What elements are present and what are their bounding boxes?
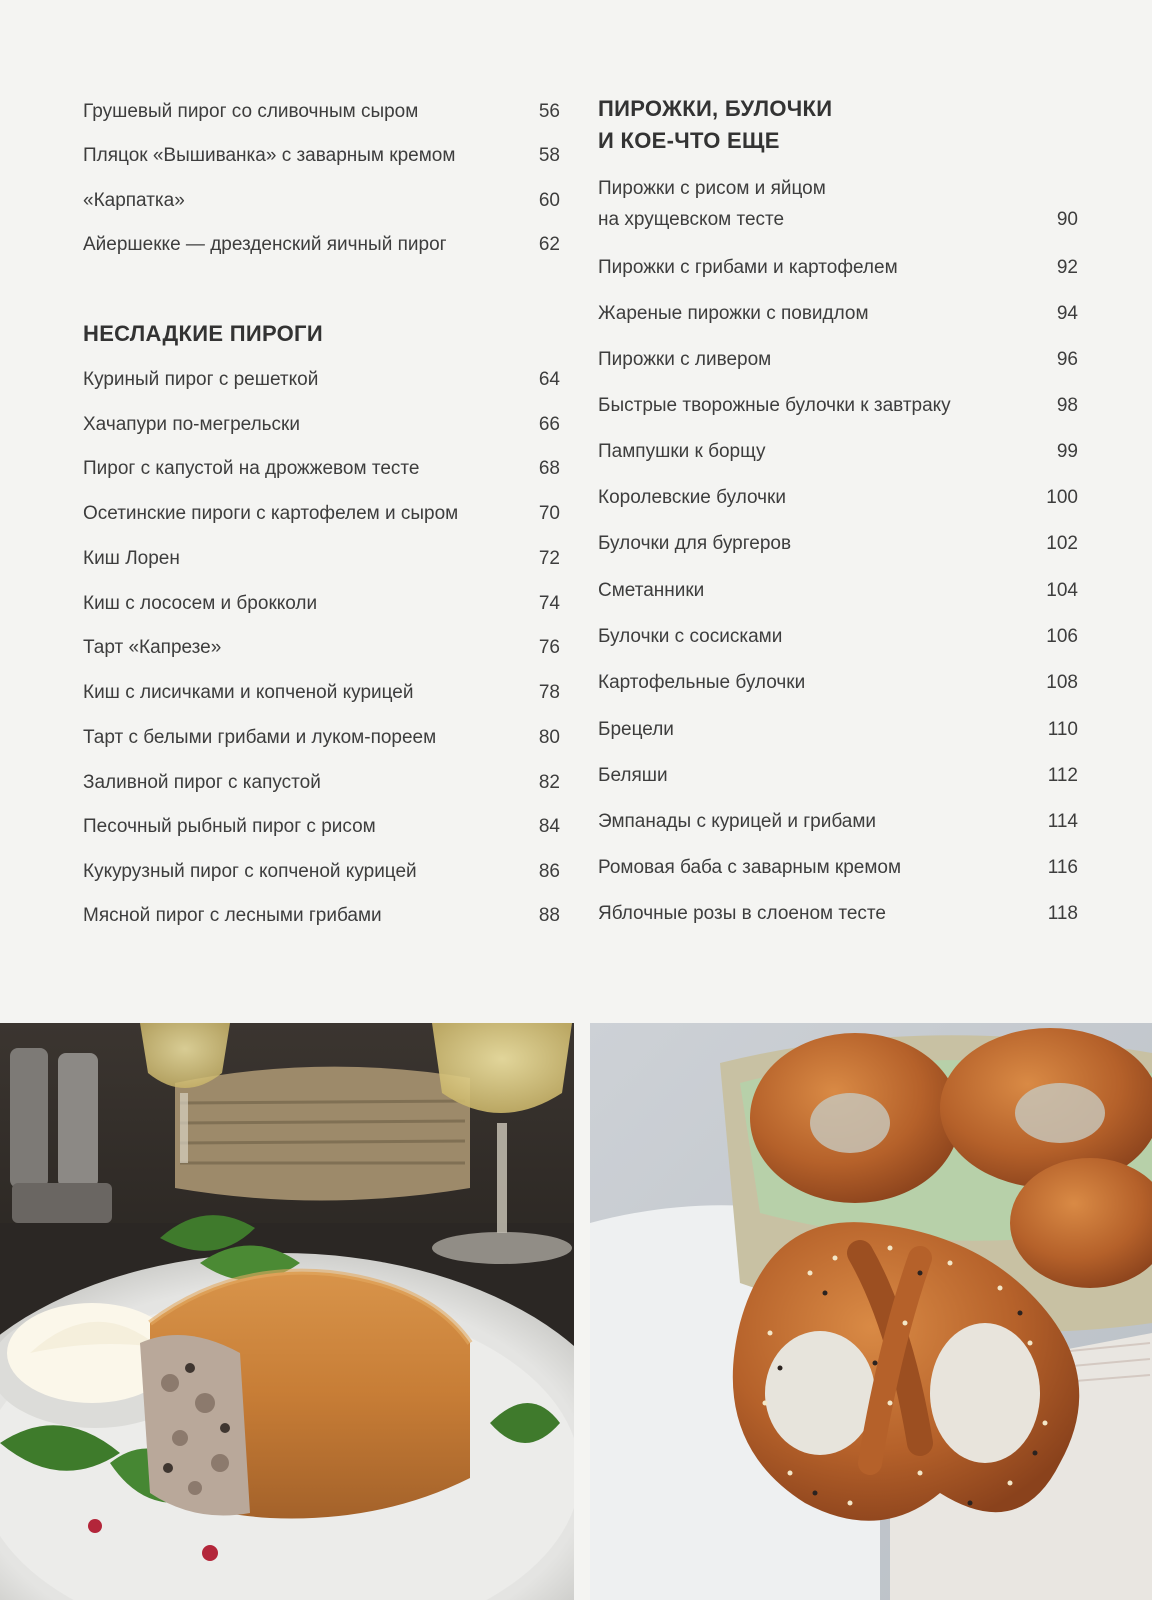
toc-entry (83, 364, 560, 395)
toc-entry-page: 56 (538, 101, 560, 122)
meat-pie-photo-icon (0, 1023, 574, 1600)
toc-entry-page: 102 (1046, 533, 1078, 554)
toc-entry-page: 70 (538, 503, 560, 524)
toc-entry-title: Булочки с сосисками (598, 626, 783, 647)
toc-entry-page: 118 (1047, 903, 1078, 924)
toc-entry (598, 390, 1078, 421)
toc-entry-title: Пирожки с ливером (598, 349, 772, 370)
toc-entry (83, 632, 560, 663)
toc-entry-title: Песочный рыбный пирог с рисом (83, 816, 376, 837)
toc-entry (83, 185, 560, 216)
toc-entry (598, 575, 1078, 606)
toc-entry-page: 86 (538, 861, 560, 882)
toc-entry-page: 110 (1047, 719, 1078, 740)
toc-entry-page: 99 (1056, 441, 1078, 462)
toc-entry-title: «Карпатка» (83, 190, 185, 211)
toc-entry-title: Булочки для бургеров (598, 533, 792, 554)
toc-entry (598, 528, 1078, 559)
toc-entry-page: 74 (538, 593, 560, 614)
toc-entry (83, 722, 560, 753)
toc-entry (598, 852, 1078, 883)
toc-entry-title: Тарт «Капрезе» (83, 637, 222, 658)
toc-entry (83, 96, 560, 127)
toc-entry (598, 714, 1078, 745)
toc-entry-title: Хачапури по-мегрельски (83, 414, 300, 435)
toc-entry (598, 252, 1078, 283)
toc-entry-page: 76 (538, 637, 560, 658)
toc-entry-page: 112 (1047, 765, 1078, 786)
toc-entry-title: Пампушки к борщу (598, 441, 766, 462)
toc-entry-page: 84 (538, 816, 560, 837)
toc-entry-page: 104 (1046, 580, 1078, 601)
toc-entry-page: 80 (538, 727, 560, 748)
toc-entry-title: Пляцок «Вышиванка» с заварным кремом (83, 145, 456, 166)
toc-entry-title: Королевские булочки (598, 487, 786, 508)
toc-entry-page: 82 (538, 772, 560, 793)
toc-entry (598, 436, 1078, 467)
toc-entry (598, 173, 1078, 235)
toc-entry-title: Осетинские пироги с картофелем и сыром (83, 503, 459, 524)
toc-entry-page: 88 (538, 905, 560, 926)
toc-entry-page: 66 (538, 414, 560, 435)
toc-entry-title: Грушевый пирог со сливочным сыром (83, 101, 419, 122)
toc-entry-title: Быстрые творожные булочки к завтраку (598, 395, 951, 416)
toc-entry-title-line1: Пирожки с рисом и яйцом (598, 178, 826, 199)
toc-entry-title: Тарт с белыми грибами и луком-пореем (83, 727, 437, 748)
toc-entry-title: Кукурузный пирог с копченой курицей (83, 861, 417, 882)
toc-entry (83, 900, 560, 931)
toc-entry-page: 68 (538, 458, 560, 479)
toc-entry (598, 298, 1078, 329)
toc-entry (83, 811, 560, 842)
toc-entry (83, 409, 560, 440)
toc-entry-title: Куриный пирог с решеткой (83, 369, 319, 390)
section-title-line2: И КОЕ-ЧТО ЕЩЕ (598, 128, 780, 153)
toc-entry (83, 498, 560, 529)
toc-entry-page: 96 (1056, 349, 1078, 370)
toc-entry-page: 90 (1056, 209, 1078, 230)
toc-entry-title: Ромовая баба с заварным кремом (598, 857, 902, 878)
toc-entry-title: Пирог с капустой на дрожжевом тесте (83, 458, 420, 479)
toc-entry (83, 856, 560, 887)
toc-entry-page: 78 (538, 682, 560, 703)
toc-entry-title: Мясной пирог с лесными грибами (83, 905, 382, 926)
toc-entry-title: Заливной пирог с капустой (83, 772, 321, 793)
toc-entry (598, 760, 1078, 791)
toc-entry-title: Эмпанады с курицей и грибами (598, 811, 877, 832)
toc-entry (83, 543, 560, 574)
toc-entry (83, 767, 560, 798)
toc-entry-title: Картофельные булочки (598, 672, 806, 693)
toc-entry-title: Сметанники (598, 580, 705, 601)
toc-entry (83, 588, 560, 619)
toc-entry-title: Пирожки с грибами и картофелем (598, 257, 898, 278)
toc-entry (598, 621, 1078, 652)
toc-entry-page: 116 (1047, 857, 1078, 878)
toc-entry (598, 344, 1078, 375)
toc-entry-title: Киш с лисичками и копченой курицей (83, 682, 414, 703)
section-title-line1: ПИРОЖКИ, БУЛОЧКИ (598, 96, 833, 121)
section-title: НЕСЛАДКИЕ ПИРОГИ (83, 321, 323, 346)
toc-entry-title: Киш с лососем и брокколи (83, 593, 318, 614)
toc-entry-page: 98 (1056, 395, 1078, 416)
toc-entry-title-line2: на хрущевском тесте (598, 209, 785, 230)
toc-entry (83, 453, 560, 484)
toc-entry (83, 229, 560, 260)
toc-entry-page: 62 (538, 234, 560, 255)
toc-entry-page: 108 (1046, 672, 1078, 693)
toc-entry-page: 64 (538, 369, 560, 390)
toc-entry-page: 100 (1046, 487, 1078, 508)
toc-entry-title: Яблочные розы в слоеном тесте (598, 903, 886, 924)
toc-entry-page: 94 (1056, 303, 1078, 324)
toc-entry (83, 677, 560, 708)
toc-entry-title: Жареные пирожки с повидлом (598, 303, 869, 324)
toc-entry-page: 58 (538, 145, 560, 166)
toc-entry (598, 898, 1078, 929)
toc-entry-page: 114 (1047, 811, 1078, 832)
toc-entry-title: Айершекке — дрезденский яичный пирог (83, 234, 447, 255)
toc-entry-page: 92 (1056, 257, 1078, 278)
toc-entry (598, 482, 1078, 513)
toc-entry (598, 667, 1078, 698)
toc-entry-page: 60 (538, 190, 560, 211)
pretzel-photo-icon (590, 1023, 1152, 1600)
toc-entry-title: Брецели (598, 719, 674, 740)
toc-entry (598, 806, 1078, 837)
toc-entry-page: 72 (538, 548, 560, 569)
toc-entry (83, 140, 560, 171)
toc-entry-title: Киш Лорен (83, 548, 180, 569)
toc-entry-page: 106 (1046, 626, 1078, 647)
toc-entry-title: Беляши (598, 765, 668, 786)
